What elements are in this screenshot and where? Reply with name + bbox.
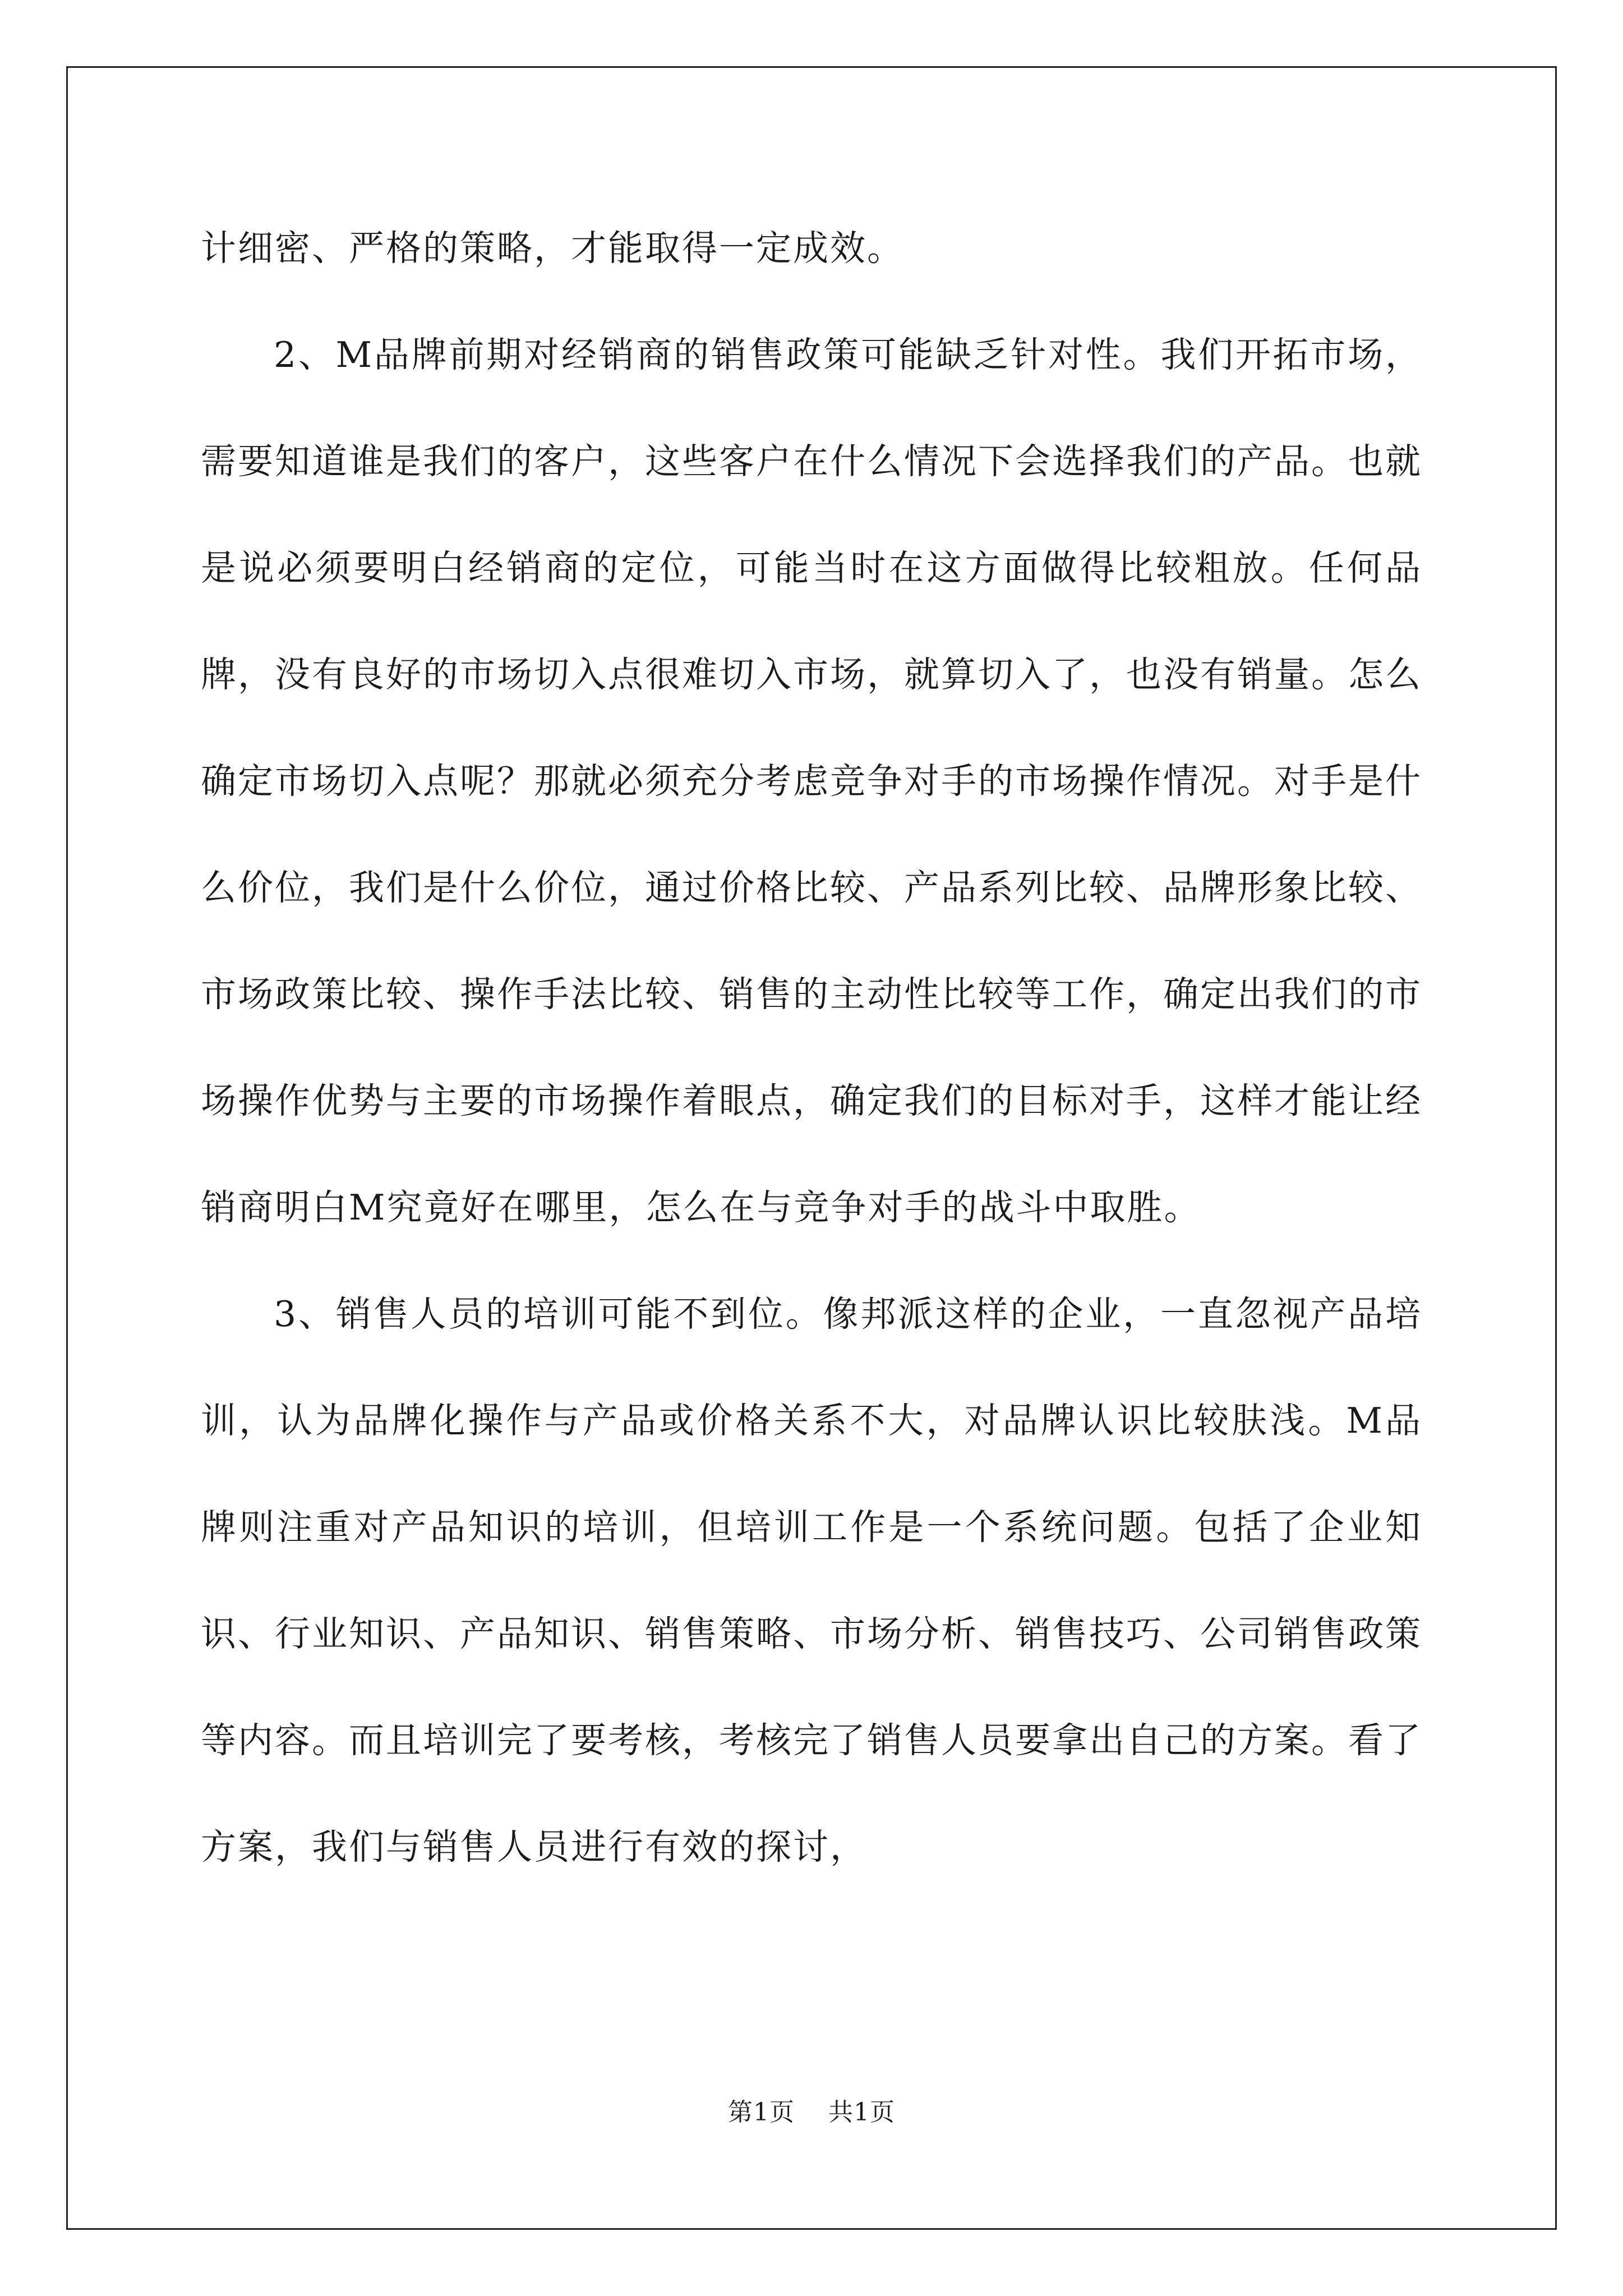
paragraph-continuation: 计细密、严格的策略，才能取得一定成效。 (201, 228, 904, 269)
paragraph-item-2: 2、M品牌前期对经销商的销售政策可能缺乏针对性。我们开拓市场，需要知道谁是我们的客户，这些客户在什么情况下会选择我们的产品。也就是说必须要明白经销商的定位，可能当时在这方面做得比较粗放。任何品牌，没有良好的市场切入点很难切入市场，就算切入了，也没有销量。怎么确定市场切入点呢？那就必须充分考虑竞争对手的市场操作情况。对手是什么价位，我们是什么价位，通过价格比较、产品系列比较、品牌形象比较、市场政策比较、操作手法比较、销售的主动性比较等工作，确定出我们的市场操作优势与主要的市场操作着眼点，确定我们的目标对手，这样才能让经销商明白M究竟好在哪里，怎么在与竞争对手的战斗中取胜。 (201, 334, 1422, 1228)
page-footer (0, 2096, 1623, 2129)
document-body (201, 195, 1422, 1901)
paragraph-item-3: 3、销售人员的培训可能不到位。像邦派这样的企业，一直忽视产品培训，认为品牌化操作与产品或价格关系不大，对品牌认识比较肤浅。M品牌则注重对产品知识的培训，但培训工作是一个系统问题。包括了企业知识、行业知识、产品知识、销售策略、市场分析、销售技巧、公司销售政策等内容。而且培训完了要考核，考核完了销售人员要拿出自己的方案。看了方案，我们与销售人员进行有效的探讨， (201, 1294, 1422, 1867)
page-number-current: 第1页 (728, 2098, 795, 2127)
page-number-total: 共1页 (828, 2098, 895, 2127)
